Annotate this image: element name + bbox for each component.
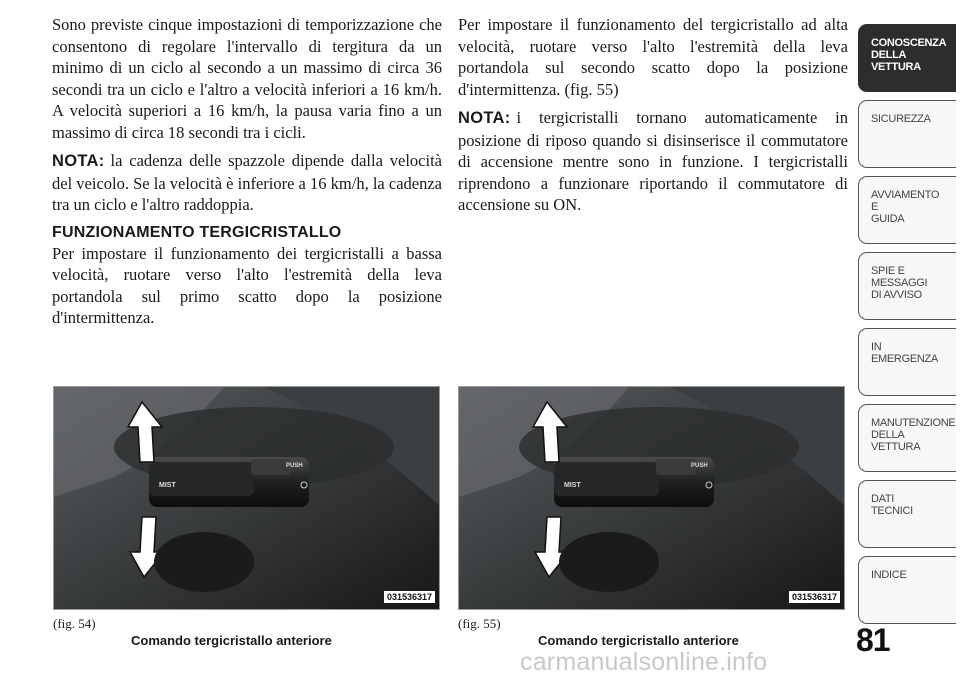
watermark: carmanualsonline.info — [520, 648, 768, 676]
figure-number: (fig. 54) — [53, 616, 96, 631]
left-text-column — [52, 14, 442, 336]
figure-55-image — [458, 386, 845, 610]
tab-dati-tecnici[interactable]: DATI TECNICI — [858, 480, 956, 548]
high-speed-paragraph: Per impostare il funzionamento del tergicristallo ad alta velocità, ruotare verso l'alto l'estremità della leva portandola sul secondo scatto dopo la posizione d'intermittenza. (fig. 55) — [458, 15, 848, 99]
lever-label-push-2: PUSH — [691, 463, 708, 469]
tab-sicurezza[interactable]: SICUREZZA — [858, 100, 956, 168]
tab-avviamento-e-guida[interactable]: AVVIAMENTO E GUIDA — [858, 176, 956, 244]
figure-code-2: 031536317 — [789, 591, 840, 603]
tab-manutenzione[interactable]: MANUTENZIONE DELLA VETTURA — [858, 404, 956, 472]
figure-code: 031536317 — [384, 591, 435, 603]
tab-in-emergenza[interactable]: IN EMERGENZA — [858, 328, 956, 396]
figure-caption-2: Comando tergicristallo anteriore — [538, 633, 739, 648]
nota-label-2: NOTA: — [458, 109, 511, 127]
lever-label-mist: MIST — [159, 482, 176, 489]
figure-number-2: (fig. 55) — [458, 616, 501, 631]
figure-caption: Comando tergicristallo anteriore — [131, 633, 332, 648]
lever-label-mist-2: MIST — [564, 482, 581, 489]
page-number: 81 — [856, 622, 890, 658]
nota-paragraph-2 — [458, 107, 848, 216]
wiper-lever-illustration-2 — [459, 387, 845, 610]
intro-paragraph: Sono previste cinque impostazioni di temporizzazione che consentono di regolare l'intervallo di tergitura da un minimo di un ciclo al secondo a un massimo di circa 36 secondi tra un ciclo e l'altro a velocità inferiori a 16 km/h. A velocità superiori a 16 km/h, la pausa varia fino a un massimo di circa 18 secondi tra i cicli. — [52, 15, 442, 142]
right-text-column — [458, 14, 848, 223]
nota-text-2: i tergicristalli tornano automaticamente in posizione di riposo quando si disinserisce il commutatore di accensione mentre sono in funzione. I tergicristalli riprendono a funzionare riportando il commutatore di accensione su ON. — [458, 108, 848, 214]
tab-spie-e-messaggi[interactable]: SPIE E MESSAGGI DI AVVISO — [858, 252, 956, 320]
section-title: FUNZIONAMENTO TERGICRISTALLO — [52, 223, 342, 241]
chapter-tabs — [858, 0, 960, 600]
lever-label-push: PUSH — [286, 463, 303, 469]
figure-54-image — [53, 386, 440, 610]
nota-text: la cadenza delle spazzole dipende dalla velocità del veicolo. Se la velocità è inferiore a 16 km/h, la cadenza tra un ciclo e l'altro raddoppia. — [52, 151, 442, 214]
tab-conoscenza-della-vettura[interactable]: CONOSCENZA DELLA VETTURA — [858, 24, 956, 92]
low-speed-paragraph: Per impostare il funzionamento dei tergicristalli a bassa velocità, ruotare verso l'alto l'estremità della leva portandola sul primo scatto dopo la posizione d'intermittenza. — [52, 243, 442, 327]
nota-label: NOTA: — [52, 152, 105, 170]
wiper-lever-illustration — [54, 387, 440, 610]
tab-indice[interactable]: INDICE — [858, 556, 956, 624]
nota-paragraph — [52, 150, 442, 216]
